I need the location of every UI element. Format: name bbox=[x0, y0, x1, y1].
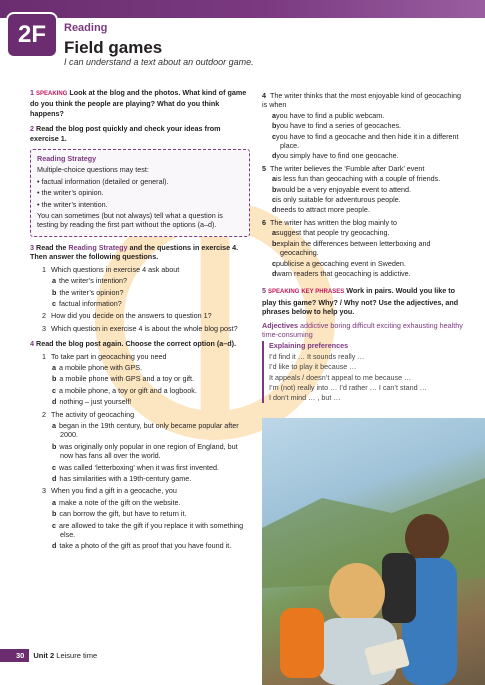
question-item bbox=[262, 91, 466, 110]
answer-option bbox=[52, 386, 250, 395]
page-footer bbox=[0, 648, 120, 662]
preference-phrase: I don’t mind … , but … bbox=[269, 393, 341, 403]
option-letter: b bbox=[272, 184, 277, 194]
question-number: 5 bbox=[262, 163, 266, 173]
option-letter: a bbox=[52, 276, 56, 286]
strategy-bullet: • factual information (detailed or general). bbox=[37, 176, 169, 186]
exercise-4 bbox=[30, 339, 250, 551]
question-item bbox=[42, 311, 250, 320]
strategy-note: You can sometimes (but not always) tell what a question is testing by reading the first part without the options (a–d). bbox=[37, 211, 223, 230]
option-text: take a photo of the gift as proof that you have found it. bbox=[59, 541, 232, 551]
strategy-title: Reading Strategy bbox=[37, 154, 97, 164]
option-letter: b bbox=[52, 374, 57, 384]
speaking-tag: SPEAKING bbox=[268, 289, 300, 296]
question-item bbox=[42, 265, 250, 274]
question-number: 3 bbox=[42, 486, 46, 496]
question-text: The writer thinks that the most enjoyable kind of geocaching is when bbox=[262, 91, 461, 110]
question-text: When you find a gift in a geocache, you bbox=[51, 486, 177, 496]
option-letter: c bbox=[272, 195, 276, 205]
answer-option bbox=[52, 374, 250, 383]
option-text: you have to find a public webcam. bbox=[276, 110, 385, 120]
option-text: can borrow the gift, but have to return it. bbox=[59, 509, 187, 519]
adjectives-list bbox=[262, 321, 466, 340]
question-text: To take part in geocaching you need bbox=[51, 351, 167, 361]
option-text: would be a very enjoyable event to attend. bbox=[276, 184, 412, 194]
exercise-instruction: Read the bbox=[36, 242, 69, 252]
question-number: 1 bbox=[42, 351, 46, 361]
lesson-badge: 2F bbox=[8, 14, 56, 56]
answer-option bbox=[272, 195, 466, 204]
answer-option bbox=[52, 541, 250, 550]
answer-option bbox=[272, 111, 466, 120]
option-letter: b bbox=[52, 509, 57, 519]
unit-label: Unit 2 bbox=[33, 650, 55, 660]
answer-option bbox=[272, 205, 466, 214]
question-item bbox=[42, 324, 250, 333]
left-column bbox=[30, 88, 250, 557]
preference-phrase: I’d find it … It sounds really … bbox=[269, 351, 365, 361]
answer-option bbox=[52, 463, 250, 472]
option-letter: c bbox=[272, 258, 276, 268]
answer-option bbox=[272, 239, 466, 258]
option-letter: d bbox=[272, 205, 277, 215]
option-text: make a note of the gift on the website. bbox=[59, 497, 181, 507]
option-letter: c bbox=[52, 462, 56, 472]
answer-option bbox=[52, 363, 250, 372]
top-banner bbox=[0, 0, 485, 18]
question-number: 4 bbox=[262, 91, 266, 100]
option-letter: b bbox=[272, 121, 277, 131]
preferences-title: Explaining preferences bbox=[269, 341, 349, 351]
exercise-instruction: and the questions in exercise 4. Then answer the following questions. bbox=[30, 242, 239, 262]
option-letter: d bbox=[52, 474, 57, 483]
question-text: Which questions in exercise 4 ask about bbox=[51, 264, 180, 274]
option-text: needs to attract more people. bbox=[276, 205, 370, 215]
speaking-tag: SPEAKING bbox=[36, 91, 68, 97]
option-text: publicise a geocaching event in Sweden. bbox=[276, 258, 406, 268]
question-text: Which question in exercise 4 is about the whole blog post? bbox=[51, 323, 238, 333]
option-text: you have to find a geocache and then hide it in a different place. bbox=[276, 131, 459, 151]
question-text: The activity of geocaching bbox=[51, 409, 135, 419]
option-letter: d bbox=[52, 397, 57, 407]
answer-option bbox=[272, 151, 466, 160]
answer-option bbox=[52, 498, 250, 507]
strategy-intro: Multiple-choice questions may test: bbox=[37, 165, 149, 175]
question-text: The writer has written the blog mainly to bbox=[270, 217, 398, 227]
option-letter: c bbox=[272, 131, 276, 141]
option-text: nothing – just yourself! bbox=[59, 397, 132, 407]
question-text: How did you decide on the answers to question 1? bbox=[51, 311, 212, 321]
option-text: the writer’s opinion? bbox=[59, 287, 124, 297]
unit-topic: Leisure time bbox=[56, 650, 98, 660]
page-subtitle: I can understand a text about an outdoor game. bbox=[64, 57, 254, 67]
option-letter: a bbox=[52, 420, 56, 430]
exercise-4-continued bbox=[262, 91, 466, 278]
answer-option bbox=[52, 521, 250, 540]
option-text: factual information? bbox=[59, 298, 122, 308]
question-number: 1 bbox=[42, 264, 46, 274]
option-text: began in the 19th century, but only became popular after 2000. bbox=[59, 420, 239, 440]
question-item bbox=[42, 410, 250, 419]
option-letter: a bbox=[272, 110, 276, 120]
explaining-preferences bbox=[262, 341, 466, 402]
option-letter: a bbox=[52, 362, 56, 372]
option-text: explain the differences between letterboxing and geocaching. bbox=[276, 238, 431, 258]
option-letter: d bbox=[272, 151, 277, 161]
exercise-5 bbox=[262, 286, 466, 402]
answer-option bbox=[52, 299, 250, 308]
answer-option bbox=[52, 421, 250, 440]
question-item bbox=[262, 164, 466, 173]
answer-option bbox=[52, 276, 250, 285]
exercise-instruction: Look at the blog and the photos. What kind of game do you think the people are playing? What do you think happens? bbox=[30, 88, 247, 118]
strategy-bullet: • the writer’s opinion. bbox=[37, 188, 104, 198]
section-label: Reading bbox=[64, 22, 108, 34]
hikers-illustration bbox=[262, 418, 485, 685]
option-letter: c bbox=[52, 385, 56, 395]
exercise-instruction: Work in pairs. Would you like to play this game? Why? / Why not? Use the adjectives, and phrases below to help you. bbox=[262, 286, 459, 317]
adjectives-label: Adjectives bbox=[262, 320, 298, 330]
exercise-2 bbox=[30, 124, 250, 143]
option-letter: a bbox=[272, 228, 276, 238]
option-text: has similarities with a 19th-century game. bbox=[59, 474, 192, 483]
exercise-number: 3 bbox=[30, 242, 34, 252]
page-number: 30 bbox=[0, 649, 29, 662]
option-text: is less fun than geocaching with a couple of friends. bbox=[276, 174, 441, 184]
exercise-1 bbox=[30, 88, 250, 118]
page-title: Field games bbox=[64, 38, 163, 57]
question-item bbox=[42, 486, 250, 495]
option-letter: b bbox=[52, 441, 57, 451]
option-text: are allowed to take the gift if you replace it with something else. bbox=[59, 520, 244, 540]
key-phrases-tag: KEY PHRASES bbox=[301, 289, 345, 296]
option-letter: b bbox=[272, 238, 277, 248]
exercise-3-questions bbox=[30, 265, 250, 333]
option-letter: c bbox=[52, 298, 56, 308]
exercise-3 bbox=[30, 243, 250, 333]
answer-option bbox=[52, 397, 250, 406]
option-text: a mobile phone with GPS. bbox=[59, 362, 143, 372]
strategy-bullet: • the writer’s intention. bbox=[37, 199, 108, 209]
option-text: was called ‘letterboxing’ when it was first invented. bbox=[59, 462, 219, 472]
question-number: 2 bbox=[42, 311, 46, 321]
question-item bbox=[262, 218, 466, 227]
option-text: was originally only popular in one region of England, but now has fans all over the world. bbox=[59, 441, 238, 461]
reading-strategy-box bbox=[30, 149, 250, 237]
option-letter: c bbox=[52, 520, 56, 530]
option-text: you simply have to find one geocache. bbox=[276, 151, 399, 161]
question-number: 6 bbox=[262, 217, 266, 227]
exercise-instruction: Read the blog post again. Choose the correct option (a–d). bbox=[36, 339, 237, 349]
hikers-photo bbox=[262, 418, 485, 685]
option-letter: b bbox=[52, 287, 57, 297]
answer-option bbox=[272, 269, 466, 278]
option-letter: d bbox=[272, 268, 277, 278]
option-text: you have to find a series of geocaches. bbox=[276, 121, 402, 131]
answer-option bbox=[272, 121, 466, 130]
answer-option bbox=[272, 228, 466, 237]
answer-option bbox=[272, 185, 466, 194]
question-item bbox=[42, 352, 250, 361]
answer-option bbox=[272, 174, 466, 183]
option-text: warn readers that geocaching is addictive. bbox=[276, 268, 411, 278]
question-number: 3 bbox=[42, 323, 46, 333]
preference-phrase: I’m (not) really into … I’d rather … I can’t stand … bbox=[269, 382, 427, 392]
exercise-4-questions bbox=[30, 352, 250, 551]
exercise-number: 2 bbox=[30, 124, 34, 134]
exercise-number: 4 bbox=[30, 339, 34, 349]
option-text: is only suitable for adventurous people. bbox=[276, 195, 401, 205]
question-number: 2 bbox=[42, 409, 46, 419]
option-letter: a bbox=[52, 497, 56, 507]
option-letter: a bbox=[272, 174, 276, 184]
option-text: a mobile phone, a toy or gift and a logbook. bbox=[59, 385, 197, 395]
right-column bbox=[262, 88, 466, 409]
exercise-number: 5 bbox=[262, 286, 266, 296]
answer-option bbox=[52, 442, 250, 461]
preference-phrase: I’d like to play it because … bbox=[269, 362, 357, 372]
exercise-instruction: Read the blog post quickly and check your ideas from exercise 1. bbox=[30, 124, 221, 143]
answer-option bbox=[52, 288, 250, 297]
option-letter: d bbox=[52, 541, 57, 551]
adjectives-values: addictive boring difficult exciting exhausting healthy time-consuming bbox=[262, 320, 463, 339]
preference-phrase: It appeals / doesn’t appeal to me because … bbox=[269, 372, 412, 382]
answer-option bbox=[272, 259, 466, 268]
answer-option bbox=[272, 132, 466, 151]
question-text: The writer believes the ‘Fumble after Dark’ event bbox=[270, 163, 425, 173]
exercise-number: 1 bbox=[30, 88, 34, 97]
answer-option bbox=[52, 474, 250, 483]
strategy-link: Reading Strategy bbox=[68, 242, 128, 252]
option-text: a mobile phone with GPS and a toy or gift. bbox=[59, 374, 195, 384]
option-text: suggest that people try geocaching. bbox=[276, 228, 390, 238]
option-text: the writer’s intention? bbox=[59, 276, 128, 286]
answer-option bbox=[52, 509, 250, 518]
